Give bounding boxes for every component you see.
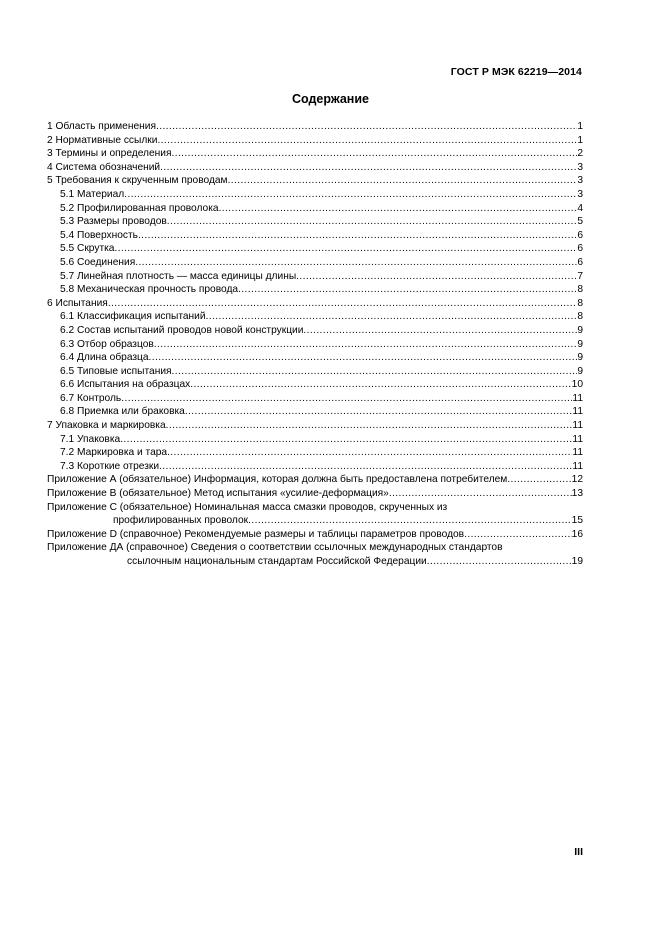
toc-entry[interactable]: 5.8 Механическая прочность провода ..... 8	[47, 283, 583, 297]
toc-entry-appendix[interactable]: Приложение D (справочное) Рекомендуемые размеры и таблицы параметров проводов ..... 16	[47, 528, 583, 542]
toc-entry[interactable]: 7 Упаковка и маркировка ..... 11	[47, 419, 583, 433]
toc-entry[interactable]: 5.3 Размеры проводов ..... 5	[47, 215, 583, 229]
toc-entry[interactable]: 6.8 Приемка или браковка ..... 11	[47, 405, 583, 419]
page-title: Содержание	[291, 92, 369, 106]
toc-entry[interactable]: 5.2 Профилированная проволока ..... 4	[47, 202, 583, 216]
toc-entry-appendix-continued[interactable]: профилированных проволок ..... 15	[47, 514, 583, 528]
toc-entry[interactable]: 6 Испытания ..... 8	[47, 297, 583, 311]
toc-entry-appendix[interactable]: Приложение А (обязательное) Информация, которая должна быть предоставлена потребителем ..... 12	[47, 473, 583, 487]
toc-entry[interactable]: 7.2 Маркировка и тара ..... 11	[47, 446, 583, 460]
toc-entry[interactable]: 7.3 Короткие отрезки ..... 11	[47, 460, 583, 474]
toc-entry[interactable]: 5.6 Соединения ..... 6	[47, 256, 583, 270]
toc-entry[interactable]: 2 Нормативные ссылки ..... 1	[47, 134, 583, 148]
toc-entry[interactable]: 6.2 Состав испытаний проводов новой конструкции ..... 9	[47, 324, 583, 338]
table-of-contents	[47, 120, 583, 569]
toc-entry[interactable]: 6.1 Классификация испытаний ..... 8	[47, 310, 583, 324]
toc-entry[interactable]: 6.4 Длина образца ..... 9	[47, 351, 583, 365]
toc-entry[interactable]: 5.5 Скрутка ..... 6	[47, 242, 583, 256]
toc-entry[interactable]: 1 Область применения ..... 1	[47, 120, 583, 134]
standard-id: ГОСТ Р МЭК 62219—2014	[450, 66, 582, 78]
toc-entry-appendix[interactable]: Приложение В (обязательное) Метод испытания «усилие-деформация» ..... 13	[47, 487, 583, 501]
toc-entry[interactable]: 7.1 Упаковка ..... 11	[47, 433, 583, 447]
toc-entry-appendix[interactable]: Приложение С (обязательное) Номинальная масса смазки проводов, скрученных из	[47, 501, 448, 513]
toc-entry[interactable]: 6.5 Типовые испытания ..... 9	[47, 365, 583, 379]
toc-entry[interactable]: 5 Требования к скрученным проводам ..... 3	[47, 174, 583, 188]
page-number: III	[574, 846, 583, 858]
toc-entry[interactable]: 5.4 Поверхность ..... 6	[47, 229, 583, 243]
toc-entry[interactable]: 3 Термины и определения ..... 2	[47, 147, 583, 161]
toc-entry[interactable]: 5.7 Линейная плотность — масса единицы длины ..... 7	[47, 270, 583, 284]
toc-entry[interactable]: 6.7 Контроль ..... 11	[47, 392, 583, 406]
toc-entry[interactable]: 6.3 Отбор образцов ..... 9	[47, 338, 583, 352]
toc-entry-appendix-continued[interactable]: ссылочным национальным стандартам Российской Федерации ..... 19	[47, 555, 583, 569]
toc-entry[interactable]: 5.1 Материал ..... 3	[47, 188, 583, 202]
toc-entry[interactable]: 4 Система обозначений ..... 3	[47, 161, 583, 175]
toc-entry-appendix[interactable]: Приложение ДА (справочное) Сведения о соответствии ссылочных международных стандартов	[47, 542, 503, 554]
toc-entry[interactable]: 6.6 Испытания на образцах ..... 10	[47, 378, 583, 392]
